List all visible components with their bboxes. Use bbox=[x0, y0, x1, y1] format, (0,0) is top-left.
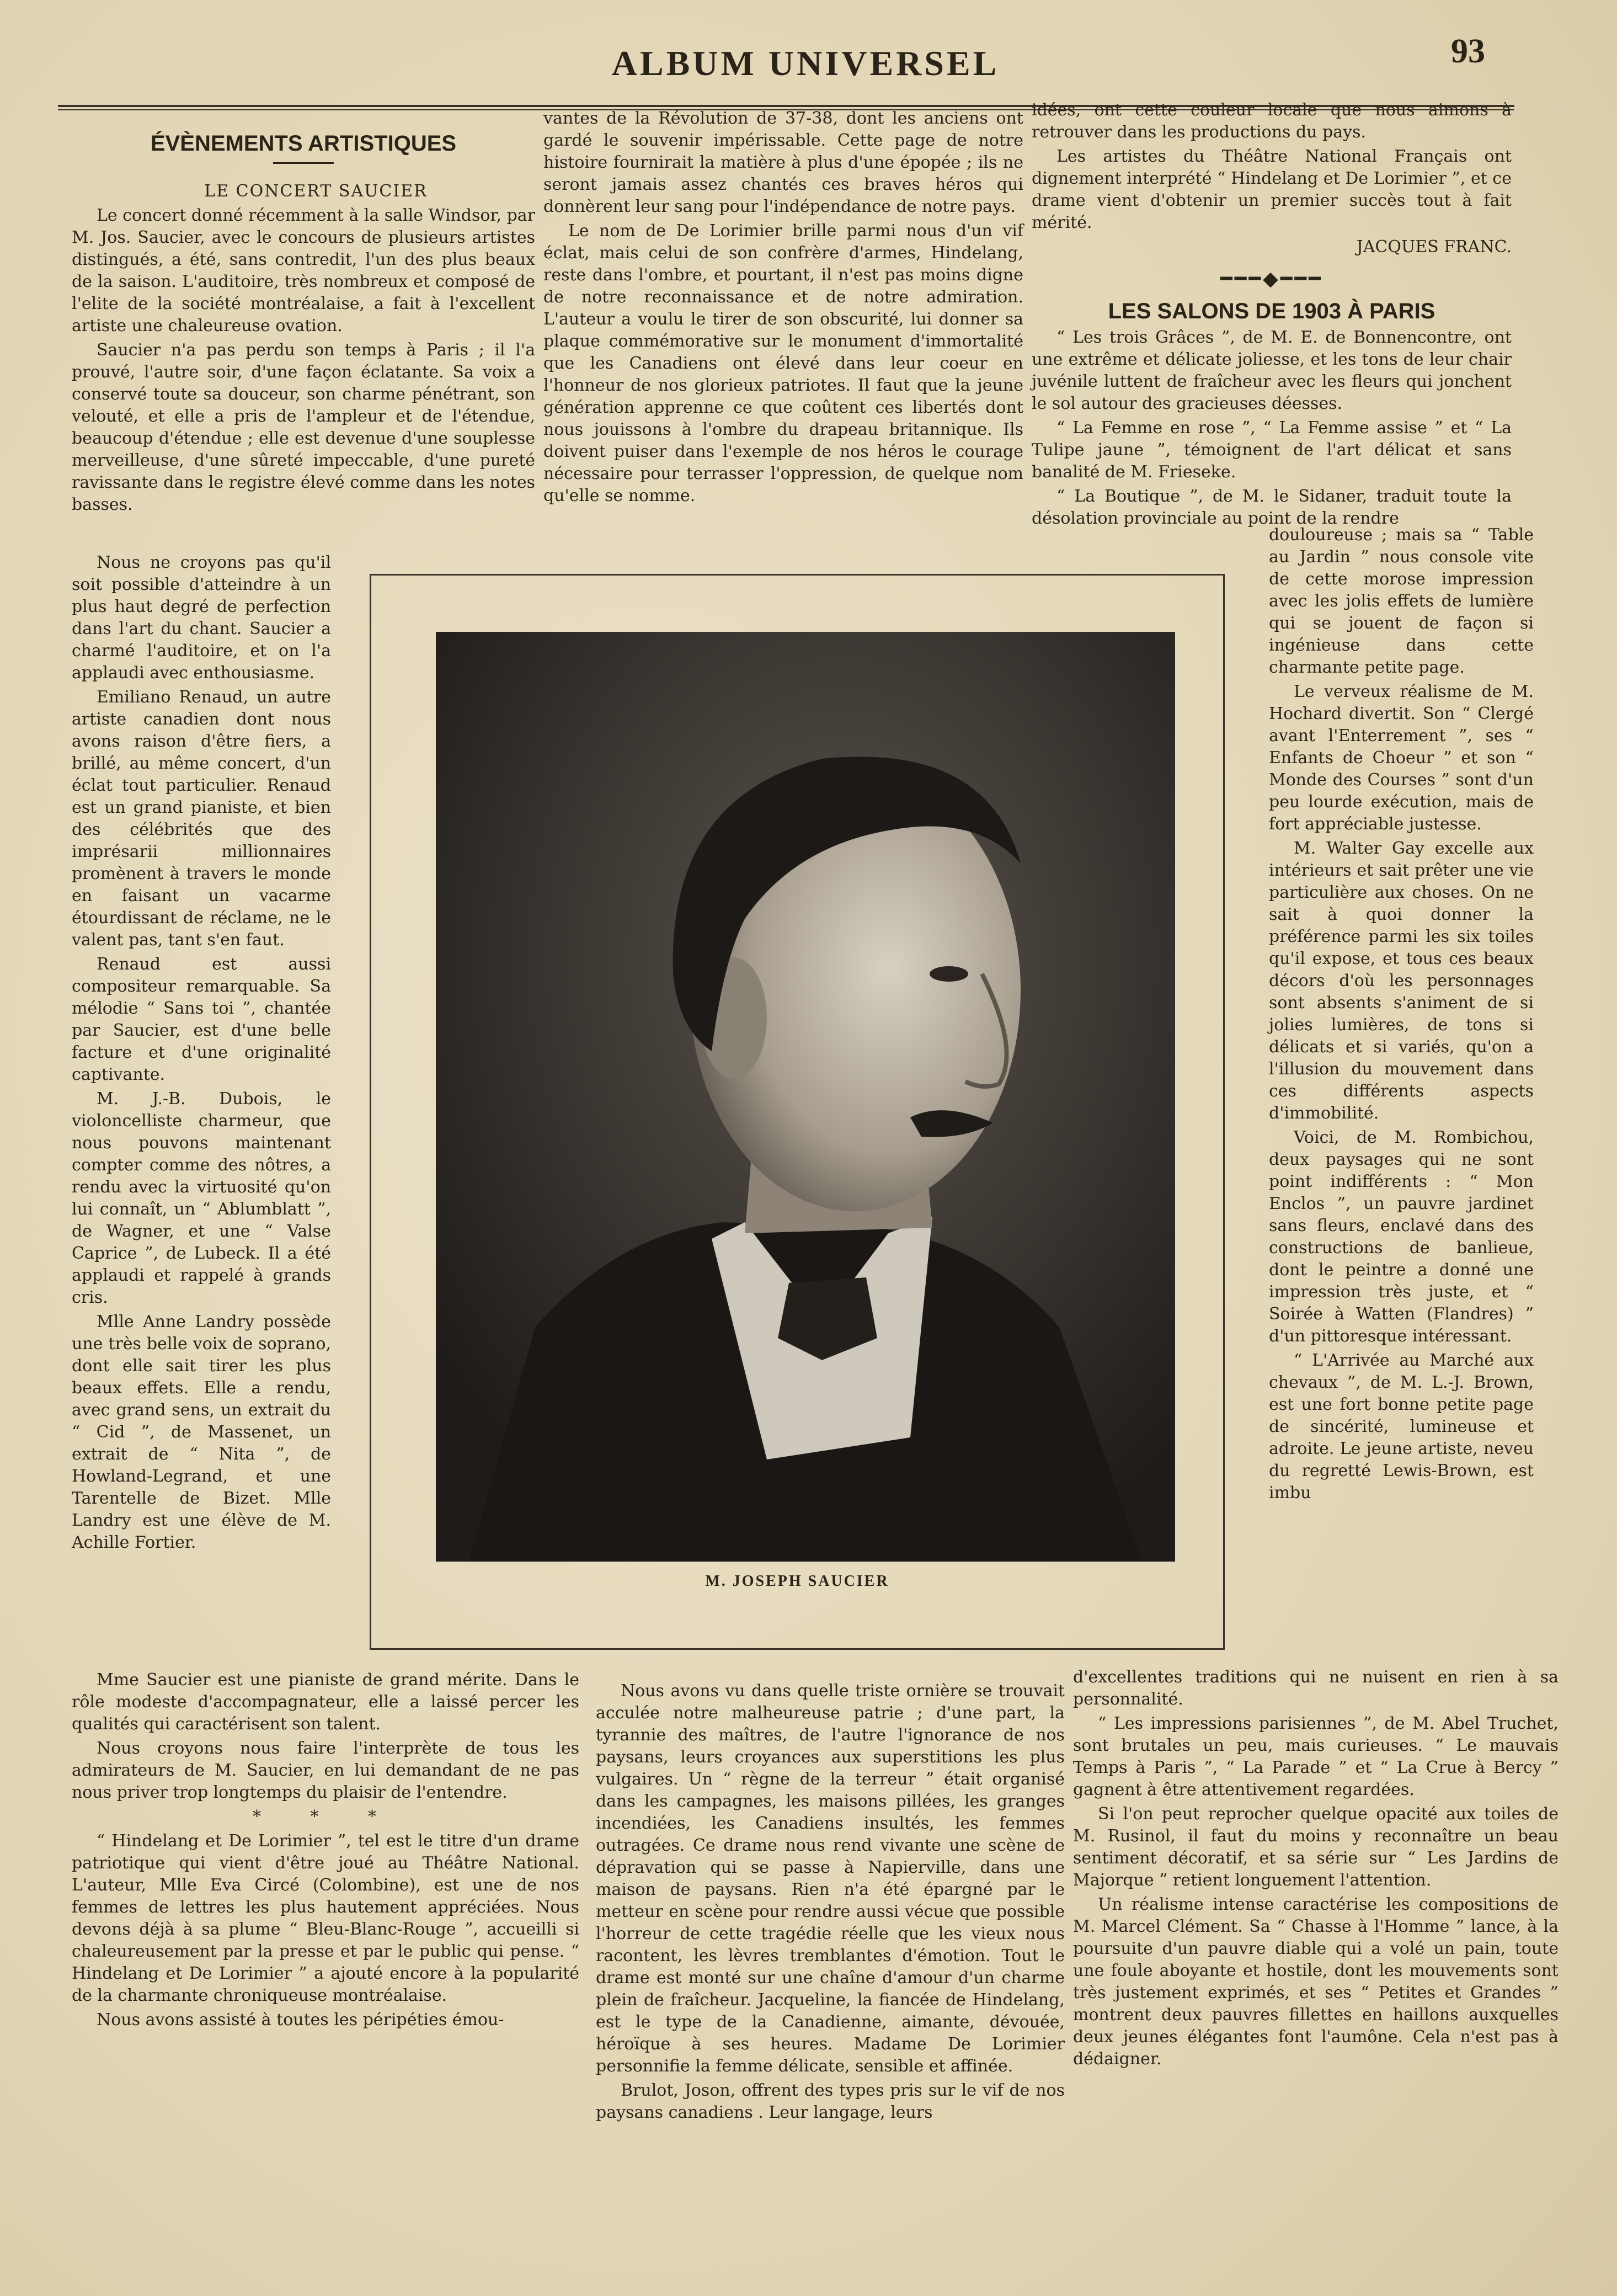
left-article bbox=[72, 127, 535, 516]
paragraph: Nous avons assisté à toutes les péripéties émou- bbox=[97, 2010, 504, 2029]
paragraph: Mlle Anne Landry possède une très belle voix de soprano, dont elle sait tirer les plus beaux effets. Elle a rendu, avec grand sens, un extrait du “ Cid ”, de Massenet, un extrait de “ Nita ”, de Howland-Legrand, et une Tarentelle de Bizet. Mlle Landry est une élève de M. Achille Fortier. bbox=[72, 1312, 331, 1552]
paragraph: M. Walter Gay excelle aux intérieurs et sait prêter une vie particulière aux choses. On ne sait à quoi donner la préférence parmi les six toiles qu'il expose, et tous ces beaux décors d'où les personnages sont absents s'animent de si jolies lumières, de tons si délicats et si variés, qu'on a l'illusion du mouvement dans ces différents aspects d'immobilité. bbox=[1269, 839, 1534, 1123]
paragraph: Mme Saucier est une pianiste de grand mérite. Dans le rôle modeste d'accompagnateur, elle a laissé percer les qualités qui caractérisent son talent. bbox=[72, 1670, 579, 1734]
paragraph: idées, ont cette couleur locale que nous aimons à retrouver dans les productions du pays. bbox=[1032, 100, 1512, 142]
paragraph: Le nom de De Lorimier brille parmi nous d'un vif éclat, mais celui de son confrère d'armes, Hindelang, reste dans l'ombre, et pourtant, il n'est pas moins digne de notre reconnaissance et de notre admiration. L'auteur a voulu le tirer de son obscurité, lui donner sa plaque commémorative sur le monument d'immortalité que les Canadiens ont élevé dans leur coeur en l'honneur de nos glorieux patriotes. Il faut que la jeune génération apprenne ce que coûtent ces libertés dont nous jouissons à l'ombre du drapeau britannique. Ils doivent puiser dans l'exemple de nos héros le courage nécessaire pour terrasser l'oppression, de quelque nom qu'elle se nomme. bbox=[543, 221, 1023, 505]
paragraph: Nous croyons nous faire l'interprète de tous les admirateurs de M. Saucier, en lui demandant de ne pas nous priver trop longtemps du plaisir de l'entendre. bbox=[72, 1739, 579, 1802]
paragraph: Les artistes du Théâtre National Français ont dignement interprété “ Hindelang et De Lorimier ”, et ce drame vient d'obtenir un premier succès tout à fait mérité. bbox=[1032, 147, 1512, 232]
masthead-title: ALBUM UNIVERSEL bbox=[611, 44, 1000, 83]
paragraph: d'excellentes traditions qui ne nuisent en rien à sa personnalité. bbox=[1073, 1668, 1559, 1709]
paragraph: “ Les impressions parisiennes ”, de M. Abel Truchet, sont brutales un peu, mais curieuses. “ Le mauvais Temps à Paris ”, “ La Parade ” et “ La Crue à Bercy ” gagnent à être attentivement regardées. bbox=[1073, 1714, 1559, 1799]
signature: JACQUES FRANC. bbox=[1356, 237, 1512, 257]
paragraph: Saucier n'a pas perdu son temps à Paris ; il l'a prouvé, l'autre soir, d'une façon éclatante. Sa voix a conservé toute sa douceur, son charme pénétrant, son velouté, et elle a pris de l'ampleur et de l'étendue, beaucoup d'étendue ; elle est devenue d'une souplesse merveilleuse, d'une sûreté impeccable, d'une pureté ravissante dans le registre élevé comme dans les notes basses. bbox=[72, 340, 535, 514]
portrait-photo bbox=[436, 632, 1175, 1562]
paragraph: “ La Femme en rose ”, “ La Femme assise ” et “ La Tulipe jaune ”, témoignent de l'art délicat et sans banalité de M. Frieseke. bbox=[1032, 418, 1512, 482]
right-column bbox=[1032, 99, 1512, 530]
paragraph: Un réalisme intense caractérise les compositions de M. Marcel Clément. Sa “ Chasse à l'Homme ” lance, à la poursuite d'un pauvre diable qui a volé un pain, toute une foule aboyante et hostile, dont les mouvements sont très justement exprimés, et ses “ Petites et Grandes ” montrent deux pauvres fillettes en haillons auxquelles deux jeunes élégantes font l'aumône. Cela n'est pas à dédaigner. bbox=[1073, 1895, 1559, 2069]
paragraph: douloureuse ; mais sa “ Table au Jardin ” nous console vite de cette morose impression avec les jolis effets de lumière qui se jouent de façon si ingénieuse dans cette charmante petite page. bbox=[1269, 525, 1534, 677]
paragraph: Nous avons vu dans quelle triste ornière se trouvait acculée notre malheureuse patrie ; d'une part, la tyrannie des maîtres, de l'autre l'ignorance de nos paysans, leurs croyances aux superstitions les plus vulgaires. Un “ règne de la terreur ” était organisé dans les campagnes, les maisons pillées, les granges incendiées, les Canadiens insultés, les femmes outragées. Ce drame nous rend vivante une scène de dépravation qui se passe à Napierville, dans une maison de paysans. Rien n'a été épargné par le metteur en scène pour rendre aussi vécue que possible l'horreur de cette tragédie réelle que les vieux nous racontent, les lèvres tremblantes d'émotion. Tout le drame est monté sur une chaîne d'amour d'un charme plein de fraîcheur. Jacqueline, la fiancée de Hindelang, est le type de la Canadienne, aimante, dévouée, héroïque à ses heures. Madame De Lorimier personnifie la femme délicate, sensible et affinée. bbox=[596, 1681, 1065, 2076]
paragraph: “ La Boutique ”, de M. le Sidaner, traduit toute la désolation provinciale au point de la rendre bbox=[1032, 487, 1512, 528]
paragraph: Le concert donné récemment à la salle Windsor, par M. Jos. Saucier, avec le concours de plusieurs artistes distingués, a été, sans contredit, l'un des plus beaux de la saison. L'auditoire, très nombreux et composé de l'elite de la société montréalaise, a fait à l'excellent artiste une chaleureuse ovation. bbox=[72, 206, 535, 335]
paragraph: Le verveux réalisme de M. Hochard divertit. Son “ Clergé avant l'Enterrement ”, ses “ Enfants de Choeur ” et son “ Monde des Courses ” sont d'un peu lourde exécution, mais de fort appréciable justesse. bbox=[1269, 682, 1534, 834]
ornament-divider: ━━━◆━━━ bbox=[1220, 268, 1323, 290]
paragraph: Voici, de M. Rombichou, deux paysages qui ne sont point indifférents : “ Mon Enclos ”, un pauvre jardinet sans fleurs, enclavé dans des constructions de banlieue, dont le peintre a donné une impression très juste, et “ Soirée à Watten (Flandres) ” d'un pittoresque intéressant. bbox=[1269, 1128, 1534, 1346]
section-stars: * * * bbox=[252, 1807, 399, 1826]
page-number: 93 bbox=[1451, 33, 1485, 70]
section-heading-evenements: ÉVÈNEMENTS ARTISTIQUES bbox=[150, 131, 457, 156]
bottom-left-column bbox=[72, 1669, 579, 2031]
right-narrow-column bbox=[1269, 524, 1534, 1504]
bottom-right-column bbox=[1073, 1666, 1559, 2070]
photo-caption: M. JOSEPH SAUCIER bbox=[705, 1573, 889, 1590]
left-narrow-column bbox=[72, 552, 331, 1554]
paragraph: Nous ne croyons pas qu'il soit possible d'atteindre à un plus haut degré de perfection dans l'art du chant. Saucier a charmé l'auditoire, et on l'a applaudi avec enthousiasme. bbox=[72, 553, 331, 683]
paragraph: “ Les trois Grâces ”, de M. E. de Bonnencontre, ont une extrême et délicate joliesse, et les tons de leur chair juvénile luttent de fraîcheur avec les fleurs qui jonchent le sol autour des gracieuses déesses. bbox=[1032, 328, 1512, 413]
heading-rule bbox=[273, 162, 334, 164]
paragraph: Emiliano Renaud, un autre artiste canadien dont nous avons raison d'être fiers, a brillé, au même concert, d'un éclat tout particulier. Renaud est un grand pianiste, et bien des célébrités que des imprésarii millionnaires promènent à travers le monde en faisant un vacarme étourdissant de réclame, ne le valent pas, tant s'en faut. bbox=[72, 688, 331, 950]
paragraph: vantes de la Révolution de 37-38, dont les anciens ont gardé le souvenir impérissable. Cette page de notre histoire fournirait la matière à plus d'une épopée ; ils ne seront jamais assez chantés ces braves héros qui donnèrent leur sang pour l'indépendance de notre pays. bbox=[543, 109, 1023, 216]
paragraph: “ Hindelang et De Lorimier ”, tel est le titre d'un drame patriotique qui vient d'être joué au Théâtre National. L'auteur, Mlle Eva Circé (Colombine), est une de nos femmes de lettres les plus hautement appréciées. Nous devons déjà à sa plume “ Bleu-Blanc-Rouge ”, accueilli si chaleureusement par la presse et par le public qui pense. “ Hindelang et De Lorimier ” a ajouté encore à la popularité de la charmante chroniqueuse montréalaise. bbox=[72, 1831, 579, 2005]
paragraph: Renaud est aussi compositeur remarquable. Sa mélodie “ Sans toi ”, chantée par Saucier, est d'une belle facture et d'une originalité captivante. bbox=[72, 955, 331, 1084]
middle-column bbox=[543, 108, 1023, 507]
bottom-middle-column bbox=[596, 1680, 1065, 2124]
paragraph: Brulot, Joson, offrent des types pris sur le vif de nos paysans canadiens . Leur langage, leurs bbox=[596, 2081, 1065, 2122]
paragraph: “ L'Arrivée au Marché aux chevaux ”, de M. L.-J. Brown, est une fort bonne petite page de sincérité, lumineuse et adroite. Le jeune artiste, neveu du regretté Lewis-Brown, est imbu bbox=[1269, 1351, 1534, 1503]
paragraph: M. J.-B. Dubois, le violoncelliste charmeur, que nous pouvons maintenant compter comme des nôtres, a rendu avec la virtuosité qu'on lui connaît, un “ Ablumblatt ”, de Wagner, et une “ Valse Caprice ”, de Lubeck. Il a été applaudi et rappelé à grands cris. bbox=[72, 1089, 331, 1307]
subheading-concert: LE CONCERT SAUCIER bbox=[204, 182, 428, 201]
paragraph: Si l'on peut reprocher quelque opacité aux toiles de M. Rusinol, il faut du moins y reconnaître un beau sentiment décoratif, et sa série sur “ Les Jardins de Majorque ” retient longuement l'attention. bbox=[1073, 1804, 1559, 1890]
portrait-illustration bbox=[436, 632, 1175, 1562]
section-heading-salons: LES SALONS DE 1903 À PARIS bbox=[1108, 299, 1435, 323]
